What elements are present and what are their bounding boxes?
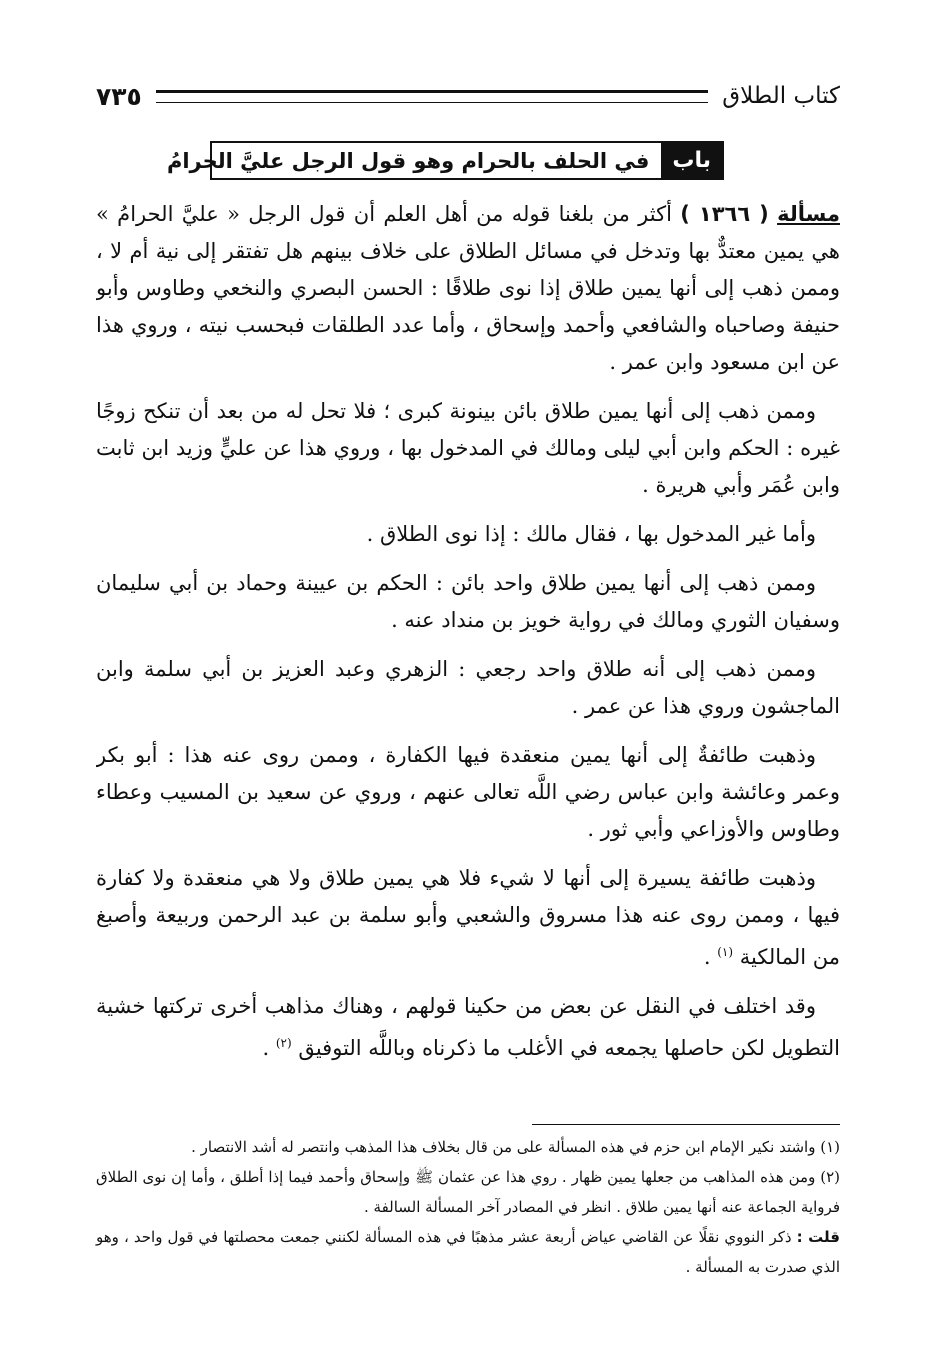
end-mark: . [703, 945, 711, 969]
paragraph: وممن ذهب إلى أنها يمين طلاق واحد بائن : الحكم بن عيينة وحماد بن أبي سليمان وسفيان الثوري ومالك في رواية خويز بن منداد عنه . [96, 571, 840, 632]
paragraph: وممن ذهب إلى أنها يمين طلاق بائن بينونة كبرى ؛ فلا تحل له من بعد أن تنكح زوجًا غيره : الحكم وابن أبي ليلى ومالك في المدخول بها ، وروي هذا عن عليٍّ وزيد ابن ثابت وابن عُمَر وأبي هريرة . [96, 399, 840, 497]
paragraph-text: أكثر من بلغنا قوله من أهل العلم أن قول الرجل « عليَّ الحرامُ » هي يمين معتدٌّ بها وتدخل في مسائل الطلاق على خلاف بينهم هل تفتقر إلى نية أم لا ، وممن ذهب إلى أنها يمين طلاق إذا نوى طلاقًا : الحسن البصري والنخعي وطاوس وأبو حنيفة وصاحباه والشافعي وأحمد وإسحاق ، وأما عدد الطلقات فبحسب نيته ، وروي هذا عن ابن مسعود وابن عمر . [96, 202, 840, 374]
footnote [96, 1222, 840, 1282]
paragraph: وأما غير المدخول بها ، فقال مالك : إذا نوى الطلاق . [366, 522, 816, 546]
footnotes [96, 1132, 840, 1282]
footnote: (١) واشتد نكير الإمام ابن حزم في هذه المسألة على من قال بخلاف هذا المذهب وانتصر له أشد الانتصار . [191, 1138, 840, 1156]
masala-label: مسألة [777, 202, 840, 226]
chapter-label: باب [661, 143, 722, 178]
paragraph: وممن ذهب إلى أنه طلاق واحد رجعي : الزهري وعبد العزيز بن أبي سلمة وابن الماجشون وروي هذا عن عمر . [96, 657, 840, 718]
running-header [96, 78, 840, 114]
paragraph-text: وقد اختلف في النقل عن بعض من حكينا قولهم ، وهناك مذاهب أخرى تركتها خشية التطويل لكن حاصلها يجمعه في الأغلب ما ذكرناه وباللَّه التوفيق [96, 994, 840, 1060]
end-mark: . [262, 1036, 270, 1060]
paragraph: وذهبت طائفةٌ إلى أنها يمين منعقدة فيها الكفارة ، وممن روى عنه هذا : أبو بكر وعمر وعائشة وابن عباس رضي اللَّه تعالى عنهم ، وروي عن سعيد بن المسيب وعطاء وطاوس والأوزاعي وأبي ثور . [96, 743, 840, 841]
masala-number: ( ١٣٦٦ ) [680, 202, 769, 226]
footnote: (٢) ومن هذه المذاهب من جعلها يمين ظهار . روي هذا عن عثمان ﷺ وإسحاق وأحمد فيما إذا أطلق ، وأما إن نوى الطلاق فرواية الجماعة عنه أنها يمين طلاق . انظر في المصادر آخر المسألة السالفة . [96, 1168, 840, 1216]
chapter-title: في الحلف بالحرام وهو قول الرجل عليَّ الحرامُ [166, 148, 650, 173]
header-rule [156, 90, 709, 103]
paragraph-text: وذهبت طائفة يسيرة إلى أنها لا شيء فلا هي يمين طلاق ولا هي منعقدة ولا كفارة فيها ، وممن روى عنه هذا مسروق والشعبي وأبو سلمة بن عبد الرحمن وربيعة وأصبغ من المالكية [96, 866, 840, 969]
footnote-qult-text: ذكر النووي نقلًا عن القاضي عياض أربعة عشر مذهبًا في هذه المسألة لكنني جمعت محصلتها في قول واحد ، وهو الذي صدرت به المسألة . [96, 1228, 840, 1276]
footnote-ref[interactable]: (٢) [275, 1036, 292, 1050]
chapter-heading [166, 141, 724, 180]
footnote-ref[interactable]: (١) [717, 945, 734, 959]
page-number: ٧٣٥ [96, 81, 142, 111]
book-title: كتاب الطلاق [722, 83, 840, 109]
main-text [96, 196, 840, 1068]
footnote-qult-label: قلت : [796, 1228, 840, 1246]
paragraph [96, 196, 840, 381]
paragraph [96, 860, 840, 976]
footnote-separator [532, 1124, 840, 1125]
paragraph [96, 988, 840, 1067]
